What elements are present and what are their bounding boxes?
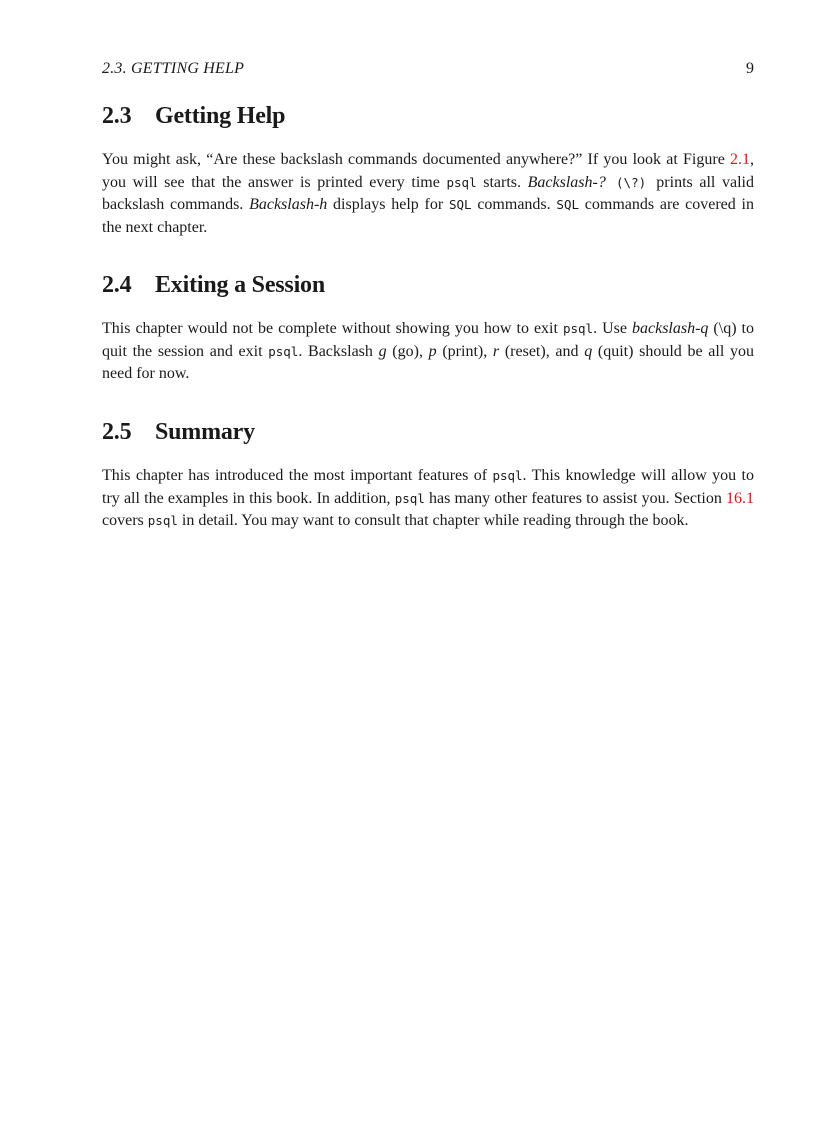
emphasis: r xyxy=(492,342,500,360)
text-run: . This knowledge will allow you to try all the examples in this book. In addition, xyxy=(102,467,755,507)
section-getting-help xyxy=(102,101,754,240)
text-run: (quit) should be all you need for now. xyxy=(102,342,754,383)
emphasis: g xyxy=(378,342,387,360)
section-paragraph xyxy=(102,318,754,386)
code-psql: psql xyxy=(492,468,523,483)
section-title: Summary xyxy=(155,419,255,445)
text-run: (\q) to quit the session and exit xyxy=(102,320,754,360)
text-run: This chapter has introduced the most important features of xyxy=(102,467,493,484)
sql-acronym: SQL xyxy=(448,197,472,213)
text-run: starts. xyxy=(476,173,528,191)
text-run: . Use xyxy=(593,320,632,337)
text-run: in detail. You may want to consult that chapter while reading through the book. xyxy=(177,512,689,530)
section-summary xyxy=(102,417,754,533)
emphasis: p xyxy=(428,342,437,360)
section-title: Exiting a Session xyxy=(155,272,325,298)
text-run: (print), xyxy=(436,342,493,360)
running-header xyxy=(102,60,754,82)
text-run: displays help for xyxy=(327,196,449,214)
section-reference-link[interactable]: 16.1 xyxy=(726,489,755,507)
code-psql: psql xyxy=(268,343,299,359)
page-number: 9 xyxy=(746,60,754,77)
emphasis: q xyxy=(584,342,593,360)
code-psql: psql xyxy=(446,174,477,190)
text-run: commands. xyxy=(471,196,557,214)
code-psql: psql xyxy=(562,321,594,336)
text-run: (go), xyxy=(386,342,429,360)
figure-reference-link[interactable]: 2.1 xyxy=(730,151,750,168)
section-heading xyxy=(102,417,754,447)
section-heading xyxy=(102,101,754,131)
section-number: 2.5 xyxy=(102,419,132,445)
section-number: 2.4 xyxy=(102,272,132,298)
code-psql: psql xyxy=(147,513,178,529)
code-backslash-question: (\?) xyxy=(605,174,657,190)
section-exiting-session xyxy=(102,270,754,386)
text-run: (reset), and xyxy=(499,342,585,360)
code-psql: psql xyxy=(394,490,425,506)
section-number: 2.3 xyxy=(102,103,132,129)
section-paragraph xyxy=(102,465,754,533)
text-run: . Backslash xyxy=(298,342,379,360)
text-run: has many other features to assist you. Section xyxy=(424,489,727,507)
section-paragraph xyxy=(102,149,754,240)
text-run: You might ask, “Are these backslash commands documented anywhere?” If you look at Figure xyxy=(102,151,730,168)
text-run: , you will see that the answer is printed every time xyxy=(102,151,754,191)
text-run: commands are covered in the next chapter. xyxy=(102,196,754,237)
text-run: prints all valid backslash commands. xyxy=(102,173,754,214)
text-run: covers xyxy=(102,512,148,530)
sql-acronym: SQL xyxy=(556,197,579,213)
text-run: This chapter would not be complete without showing you how to exit xyxy=(102,320,563,337)
running-title: 2.3. GETTING HELP xyxy=(102,60,245,77)
emphasis: Backslash-h xyxy=(249,196,328,214)
section-heading xyxy=(102,270,754,300)
emphasis: Backslash-? xyxy=(527,173,606,191)
emphasis: backslash-q xyxy=(631,320,709,337)
section-title: Getting Help xyxy=(155,103,286,129)
